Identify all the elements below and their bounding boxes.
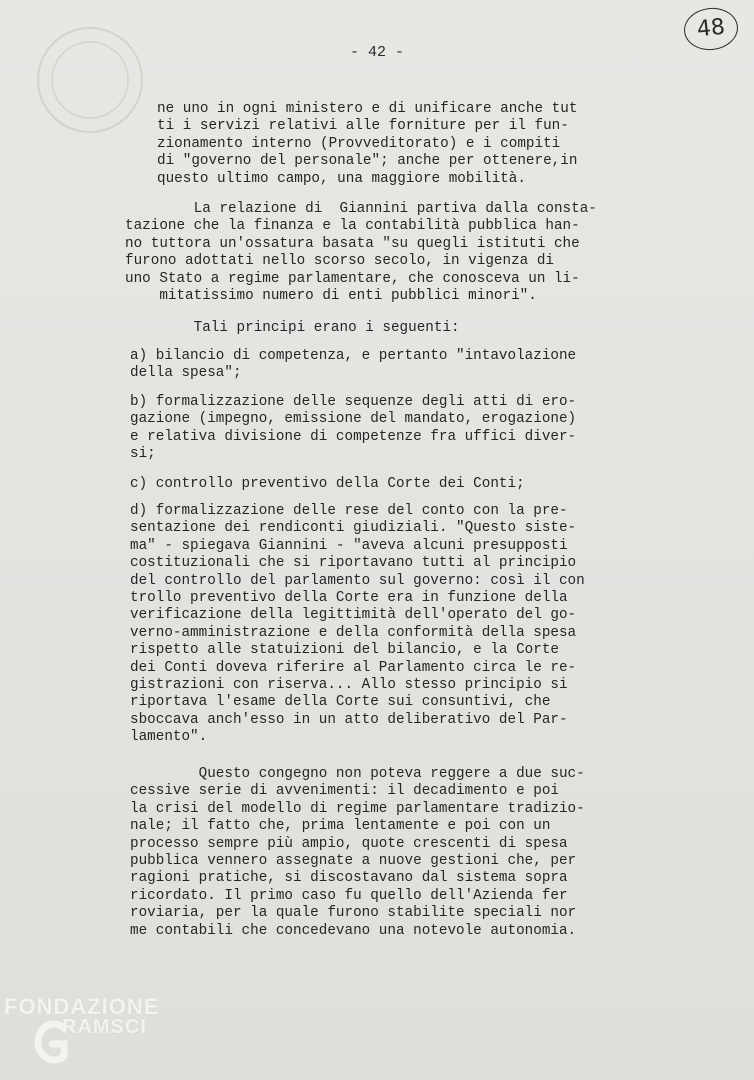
text-line: e relativa divisione di competenze fra uffici diver- xyxy=(130,428,577,445)
paragraph-1 xyxy=(157,101,577,188)
faint-archive-stamp xyxy=(30,20,150,140)
text-line: lamento". xyxy=(130,729,208,746)
watermark-line-2: RAMSCI xyxy=(62,1016,147,1038)
text-line: gistrazioni con riserva... Allo stesso principio si xyxy=(130,676,568,693)
text-line: roviaria, per la quale furono stabilite speciali nor xyxy=(130,905,577,922)
text-line: della spesa"; xyxy=(130,365,242,382)
text-line: verno-amministrazione e della conformità della spesa xyxy=(130,624,577,641)
text-line: ricordato. Il primo caso fu quello dell'Azienda fer xyxy=(130,887,568,904)
watermark xyxy=(0,994,190,1074)
paragraph-2 xyxy=(125,201,597,305)
text-line: processo sempre più ampio, quote crescenti di spesa xyxy=(130,835,568,852)
list-item-b xyxy=(130,394,576,464)
text-line: a) bilancio di competenza, e pertanto "intavolazione xyxy=(130,348,577,364)
text-line: no tuttora un'ossatura basata "su quegli istituti che xyxy=(125,235,580,252)
text-line: d) formalizzazione delle rese del conto con la pre- xyxy=(130,503,568,519)
text-line: La relazione di Giannini partiva dalla consta- xyxy=(125,201,597,217)
text-line: Questo congegno non poteva reggere a due suc- xyxy=(130,766,585,782)
watermark-line-1: FONDAZIONE xyxy=(4,994,160,1019)
text-line: tazione che la finanza e la contabilità pubblica han- xyxy=(125,218,580,235)
text-line: gazione (impegno, emissione del mandato, erogazione) xyxy=(130,411,577,428)
list-item-d xyxy=(130,503,585,746)
text-line: me contabili che concedevano una notevole autonomia. xyxy=(130,922,577,939)
text-line: zionamento interno (Provveditorato) e i compiti xyxy=(157,135,561,152)
text-line: furono adottati nello scorso secolo, in vigenza di xyxy=(125,253,554,270)
text-line: trollo preventivo della Corte era in funzione della xyxy=(130,589,568,606)
text-line: c) controllo preventivo della Corte dei Conti; xyxy=(130,476,525,492)
text-line: mitatissimo numero di enti pubblici minori". xyxy=(125,287,537,304)
paragraph-8 xyxy=(130,766,585,940)
text-line: ti i servizi relativi alle forniture per il fun- xyxy=(157,118,569,135)
text-line: del controllo del parlamento sul governo: così il con xyxy=(130,572,585,589)
text-line: costituzionali che si riportavano tutti al principio xyxy=(130,555,577,572)
text-line: nale; il fatto che, prima lentamente e poi con un xyxy=(130,818,551,835)
text-line: di "governo del personale"; anche per ottenere,in xyxy=(157,153,578,170)
text-line: questo ultimo campo, una maggiore mobilità. xyxy=(157,170,526,187)
text-line: cessive serie di avvenimenti: il decadimento e poi xyxy=(130,783,559,800)
list-item-c xyxy=(130,476,525,493)
text-line: Tali principi erano i seguenti: xyxy=(125,320,460,336)
text-line: sboccava anch'esso in un atto deliberativo del Par- xyxy=(130,711,568,728)
text-line: verificazione della legittimità dell'operato del go- xyxy=(130,607,577,624)
text-line: dei Conti doveva riferire al Parlamento circa le re- xyxy=(130,659,577,676)
text-line: ne uno in ogni ministero e di unificare anche tut xyxy=(157,101,578,117)
text-line: uno Stato a regime parlamentare, che conosceva un li- xyxy=(125,270,580,287)
text-line: ma" - spiegava Giannini - "aveva alcuni presupposti xyxy=(130,537,568,554)
page-number: - 42 - xyxy=(349,44,404,61)
list-item-a xyxy=(130,348,576,383)
text-line: sentazione dei rendiconti giudiziali. "Questo siste- xyxy=(130,520,577,537)
text-line: la crisi del modello di regime parlamentare tradizio- xyxy=(130,800,585,817)
text-line: pubblica vennero assegnate a nuove gestioni che, per xyxy=(130,852,577,869)
text-line: rispetto alle statuizioni del bilancio, e la Corte xyxy=(130,642,559,659)
text-line: b) formalizzazione delle sequenze degli atti di ero- xyxy=(130,394,577,410)
text-line: riportava l'esame della Corte sui consuntivi, che xyxy=(130,694,551,711)
text-line: si; xyxy=(130,446,156,463)
archive-page-number: 48 xyxy=(682,5,740,52)
text-line: ragioni pratiche, si discostavano dal sistema sopra xyxy=(130,870,568,887)
paragraph-3 xyxy=(125,320,460,337)
